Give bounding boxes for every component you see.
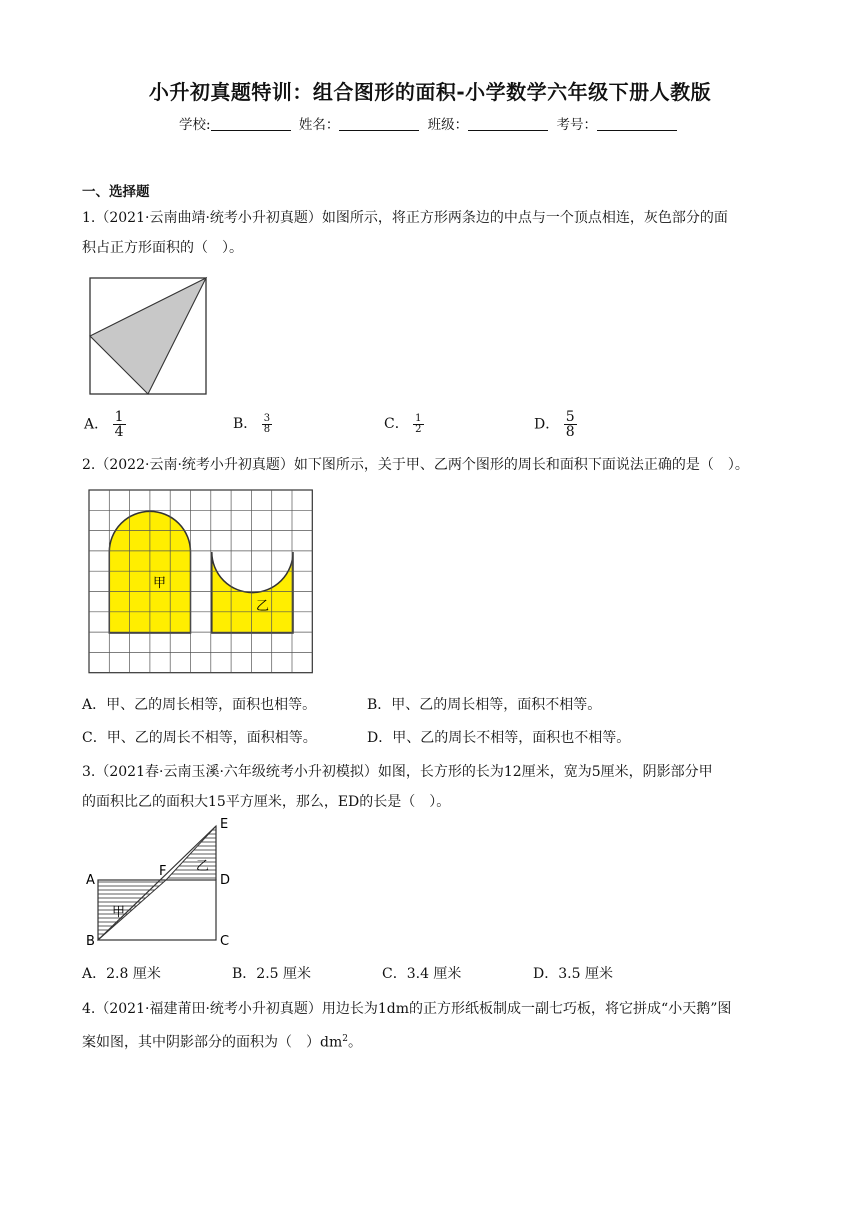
- question-line: 积占正方形面积的（ ）。: [82, 240, 243, 256]
- question-number: 1.: [82, 210, 96, 226]
- fraction: [262, 414, 272, 435]
- label-yi: 乙: [196, 859, 210, 874]
- option-letter: A．: [84, 416, 109, 433]
- q1-option-b[interactable]: [233, 413, 272, 435]
- question-number: 3.: [82, 764, 96, 780]
- label-jia: 甲: [112, 905, 126, 920]
- question-1-text: [82, 203, 782, 263]
- question-line: 的面积比乙的面积大15平方厘米，那么，ED的长是（ ）。: [82, 794, 451, 810]
- section-title: 一、选择题: [82, 184, 150, 200]
- question-line-part: 案如图，其中阴影部分的面积为（ ）dm: [82, 1034, 343, 1051]
- numerator: 1: [415, 412, 422, 424]
- denominator: 4: [114, 424, 124, 440]
- denominator: 8: [565, 424, 575, 440]
- name-blank: [339, 116, 419, 131]
- unit-superscript: 2: [342, 1034, 348, 1044]
- question-line: （2021春·云南玉溪·六年级统考小升初模拟）如图，长方形的长为12厘米，宽为5厘米，阴影部分甲: [95, 764, 713, 780]
- point-d: D: [220, 873, 231, 888]
- option-letter: D．: [534, 416, 560, 433]
- point-a: A: [86, 873, 95, 888]
- question-4-text: [82, 994, 782, 1058]
- question-number: 2.: [82, 457, 96, 473]
- shaded-jia: [98, 880, 166, 940]
- q1-option-a[interactable]: [84, 410, 126, 439]
- q3-rectangle-figure: [84, 816, 244, 950]
- student-info-line: [0, 113, 860, 133]
- question-line: （2021·福建莆田·统考小升初真题）用边长为1dm的正方形纸板制成一副七巧板，将它拼成“小天鹅”图: [95, 1001, 732, 1017]
- option-letter: C．: [384, 416, 409, 432]
- q2-option-a[interactable]: A．甲、乙的周长相等，面积也相等。: [82, 697, 317, 713]
- exam-no-label: 考号：: [556, 117, 597, 133]
- q2-grid-figure: [88, 489, 314, 675]
- numerator: 1: [114, 409, 124, 425]
- numerator: 5: [565, 409, 575, 425]
- q3-option-a[interactable]: A．2.8 厘米: [82, 966, 161, 982]
- point-e: E: [220, 817, 229, 832]
- question-number: 4.: [82, 1001, 96, 1017]
- label-yi: 乙: [256, 599, 270, 614]
- point-c: C: [220, 934, 230, 949]
- class-label: 班级：: [427, 117, 469, 133]
- question-line: （2021·云南曲靖·统考小升初真题）如图所示，将正方形两条边的中点与一个顶点相连，灰色部分的面: [95, 210, 728, 226]
- name-label: 姓名：: [298, 117, 340, 133]
- q1-square-figure: [88, 276, 210, 396]
- class-blank: [468, 116, 548, 131]
- denominator: 8: [263, 423, 271, 435]
- question-line-end: 。: [347, 1034, 362, 1051]
- numerator: 3: [263, 412, 271, 424]
- question-line: [82, 1024, 782, 1058]
- school-label: 学校:: [179, 117, 211, 133]
- denominator: 2: [415, 423, 422, 435]
- exam-no-blank: [597, 116, 677, 131]
- q1-option-c[interactable]: [384, 413, 424, 435]
- school-blank: [211, 116, 291, 131]
- option-letter: B．: [233, 416, 258, 432]
- fraction: [413, 414, 423, 435]
- q2-option-d[interactable]: D．甲、乙的周长不相等，面积也不相等。: [367, 730, 631, 746]
- q3-option-c[interactable]: C．3.4 厘米: [382, 966, 462, 982]
- question-2-text: [82, 450, 792, 480]
- fraction: [564, 410, 577, 439]
- point-f: F: [159, 864, 167, 879]
- point-b: B: [86, 934, 95, 949]
- label-jia: 甲: [153, 576, 167, 591]
- fraction: [113, 410, 126, 439]
- q3-option-d[interactable]: D．3.5 厘米: [533, 966, 613, 982]
- q3-option-b[interactable]: B．2.5 厘米: [232, 966, 312, 982]
- page-title: 小升初真题特训：组合图形的面积-小学数学六年级下册人教版: [148, 80, 712, 104]
- q2-option-b[interactable]: B．甲、乙的周长相等，面积不相等。: [367, 697, 602, 713]
- question-line: （2022·云南·统考小升初真题）如下图所示，关于甲、乙两个图形的周长和面积下面说法正确的是（ ）。: [95, 457, 749, 473]
- q2-option-c[interactable]: C．甲、乙的周长不相等，面积相等。: [82, 730, 317, 746]
- question-3-text: [82, 757, 782, 817]
- q1-option-d[interactable]: [534, 410, 577, 439]
